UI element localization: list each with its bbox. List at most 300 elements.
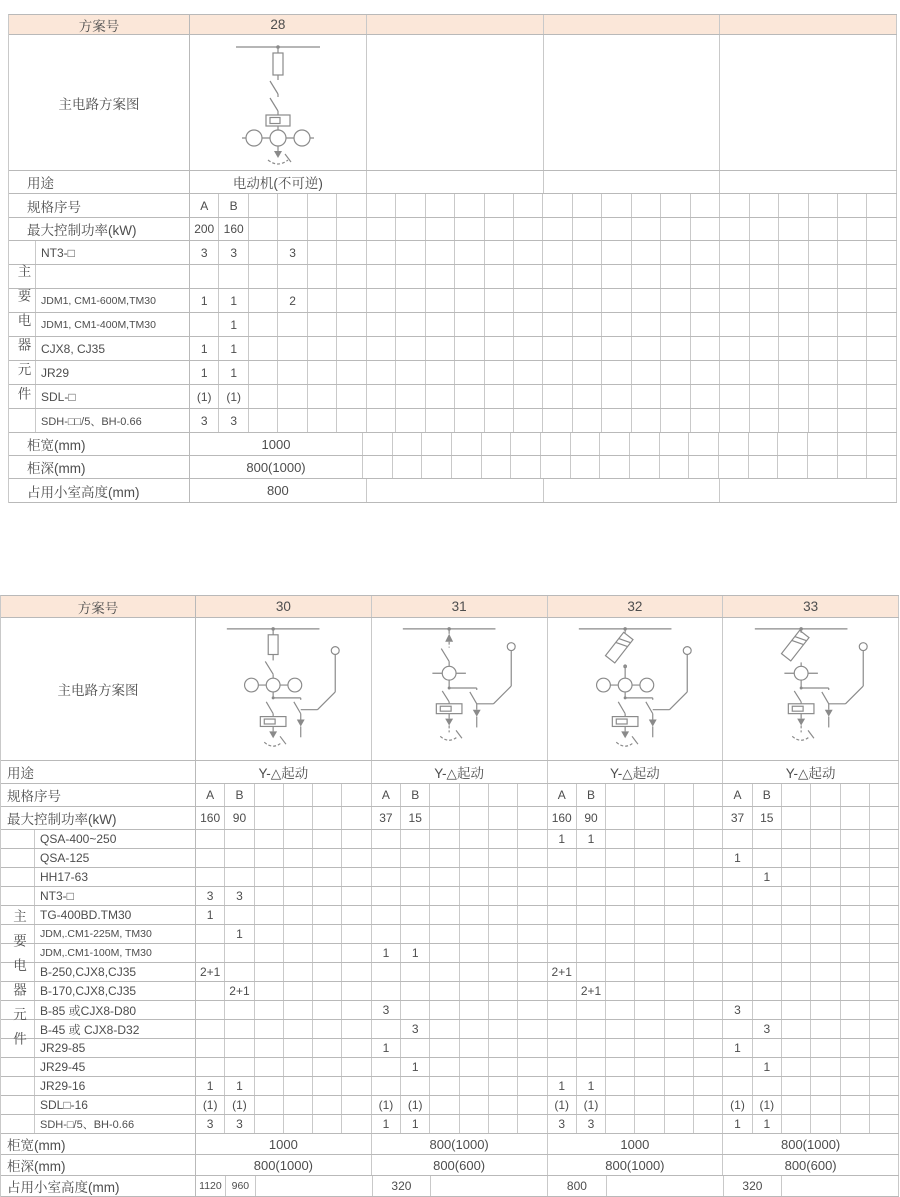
grid-cell xyxy=(665,868,694,886)
grid-cell xyxy=(723,963,752,981)
cabinet-width-row xyxy=(1,1134,899,1155)
grid-cell xyxy=(518,944,547,962)
grid-cell xyxy=(485,337,514,360)
grid-cell xyxy=(367,337,396,360)
grid-cell xyxy=(455,313,484,336)
grid-cell xyxy=(278,313,307,336)
grid-cell xyxy=(548,1020,577,1038)
grid-cell xyxy=(426,409,455,432)
component-values xyxy=(196,868,899,886)
grid-cell xyxy=(606,982,635,1000)
grid-cell xyxy=(342,906,371,924)
grid-cell xyxy=(694,830,723,848)
grid-cell xyxy=(665,944,694,962)
grid-cell xyxy=(342,1039,371,1057)
grid-cell: 1 xyxy=(196,1077,225,1095)
component-values xyxy=(190,409,897,432)
grid-cell xyxy=(543,385,572,408)
grid-cell xyxy=(782,906,811,924)
grid-cell: 2+1 xyxy=(577,982,606,1000)
grid-cell xyxy=(577,906,606,924)
component-name xyxy=(36,265,190,288)
scheme-header-row xyxy=(1,596,899,618)
grid-cell: 1 xyxy=(219,313,248,336)
grid-cell xyxy=(308,218,337,240)
component-values xyxy=(190,337,897,360)
grid-cell xyxy=(367,194,396,217)
grid-cell xyxy=(255,868,284,886)
grid-cell xyxy=(635,1039,664,1057)
grid-cell xyxy=(455,265,484,288)
grid-cell xyxy=(284,925,313,943)
grid-cell xyxy=(660,456,690,478)
grid-cell xyxy=(606,1077,635,1095)
component-name: JR29-16 xyxy=(35,1077,196,1095)
grid-cell: 3 xyxy=(225,1115,254,1133)
grid-cell: 1 xyxy=(196,906,225,924)
grid-cell: B xyxy=(225,784,254,806)
grid-cell xyxy=(548,906,577,924)
grid-cell xyxy=(342,830,371,848)
grid-cell xyxy=(665,784,694,806)
circuit-diagram-31 xyxy=(372,618,548,760)
grid-cell xyxy=(867,218,896,240)
grid-cell xyxy=(809,265,838,288)
grid-cell xyxy=(841,1077,870,1095)
grid-cell xyxy=(255,906,284,924)
grid-cell: 3 xyxy=(278,241,307,264)
grid-cell xyxy=(489,887,518,905)
component-row xyxy=(1,1077,899,1096)
grid-cell: 3 xyxy=(753,1020,782,1038)
grid-cell xyxy=(460,906,489,924)
grid-cell xyxy=(779,313,808,336)
grid-cell xyxy=(514,361,543,384)
grid-cell xyxy=(430,925,459,943)
grid-cell xyxy=(809,194,838,217)
grid-cell xyxy=(811,887,840,905)
grid-cell xyxy=(841,1020,870,1038)
room-height-value-30a: 1120 xyxy=(196,1176,226,1196)
grid-cell xyxy=(870,925,899,943)
power-label: 最大控制功率(kW) xyxy=(1,807,196,829)
grid-cell: 1 xyxy=(225,1077,254,1095)
grid-cell xyxy=(694,784,723,806)
grid-cell xyxy=(778,456,808,478)
grid-cell xyxy=(342,982,371,1000)
component-values xyxy=(196,963,899,981)
grid-cell xyxy=(661,385,690,408)
grid-cell xyxy=(460,784,489,806)
grid-cell xyxy=(337,313,366,336)
spec-label: 规格序号 xyxy=(1,784,196,806)
grid-cell xyxy=(870,963,899,981)
grid-cell xyxy=(838,194,867,217)
grid-cell xyxy=(284,1077,313,1095)
power-label: 最大控制功率(kW) xyxy=(9,218,190,240)
grid-cell xyxy=(779,265,808,288)
grid-cell xyxy=(606,887,635,905)
room-height-value-31: 320 xyxy=(373,1176,432,1196)
power-row xyxy=(1,807,899,830)
grid-cell xyxy=(543,361,572,384)
grid-cell xyxy=(665,1115,694,1133)
grid-cell xyxy=(867,433,897,455)
grid-cell xyxy=(632,289,661,312)
grid-cell xyxy=(867,337,896,360)
grid-cell xyxy=(225,1001,254,1019)
grid-cell xyxy=(342,1115,371,1133)
grid-cell: 2+1 xyxy=(548,963,577,981)
grid-cell xyxy=(694,1020,723,1038)
grid-cell xyxy=(396,218,425,240)
grid-cell xyxy=(430,906,459,924)
usage-label: 用途 xyxy=(9,171,190,193)
component-row xyxy=(1,830,899,849)
grid-cell xyxy=(577,1020,606,1038)
grid-cell xyxy=(190,313,219,336)
grid-cell xyxy=(372,1077,401,1095)
grid-cell xyxy=(284,1039,313,1057)
component-name: JDM1, CM1-600M,TM30 xyxy=(36,289,190,312)
diagram-empty xyxy=(720,35,897,170)
grid-cell xyxy=(577,963,606,981)
grid-cell xyxy=(782,807,811,829)
grid-cell xyxy=(255,830,284,848)
grid-cell xyxy=(811,925,840,943)
grid-cell xyxy=(284,1058,313,1076)
grid-cell xyxy=(661,241,690,264)
grid-cell xyxy=(430,868,459,886)
grid-cell xyxy=(225,1020,254,1038)
grid-cell xyxy=(489,1001,518,1019)
grid-cell xyxy=(750,289,779,312)
grid-cell xyxy=(460,868,489,886)
grid-cell xyxy=(573,218,602,240)
grid-cell xyxy=(460,1058,489,1076)
grid-cell xyxy=(750,337,779,360)
grid-cell xyxy=(661,313,690,336)
grid-cell xyxy=(809,289,838,312)
grid-cell xyxy=(661,265,690,288)
component-name: SDH-□□/5、BH-0.66 xyxy=(36,409,190,432)
usage-value-31: Y-△起动 xyxy=(372,761,548,783)
grid-cell xyxy=(573,409,602,432)
spec-row xyxy=(1,784,899,807)
grid-cell xyxy=(548,944,577,962)
grid-cell xyxy=(313,868,342,886)
grid-cell xyxy=(838,433,868,455)
grid-cell xyxy=(196,1039,225,1057)
grid-cell xyxy=(249,289,278,312)
grid-cell xyxy=(577,925,606,943)
grid-cell xyxy=(841,1039,870,1057)
grid-cell xyxy=(691,265,720,288)
grid-cell xyxy=(809,313,838,336)
room-height-empty xyxy=(431,1176,548,1196)
grid-cell xyxy=(635,849,664,867)
grid-cell xyxy=(342,1058,371,1076)
grid-cell xyxy=(426,361,455,384)
grid-cell xyxy=(779,361,808,384)
grid-cell xyxy=(396,361,425,384)
usage-value-30: Y-△起动 xyxy=(196,761,372,783)
usage-value-28: 电动机(不可逆) xyxy=(190,171,367,193)
circuit-diagram-32 xyxy=(548,618,724,760)
grid-cell xyxy=(838,313,867,336)
room-height-empty xyxy=(720,479,897,502)
grid-cell: B xyxy=(753,784,782,806)
usage-value-33: Y-△起动 xyxy=(723,761,899,783)
room-height-label: 占用小室高度(mm) xyxy=(9,479,190,502)
grid-cell xyxy=(782,963,811,981)
grid-cell xyxy=(632,218,661,240)
grid-cell xyxy=(489,982,518,1000)
grid-cell xyxy=(661,409,690,432)
component-values xyxy=(196,1039,899,1057)
grid-cell: 3 xyxy=(196,1115,225,1133)
grid-cell xyxy=(455,361,484,384)
grid-cell xyxy=(841,807,870,829)
grid-cell xyxy=(249,313,278,336)
grid-cell xyxy=(548,887,577,905)
room-height-value-30b: 960 xyxy=(226,1176,256,1196)
cabinet-depth-value-30: 800(1000) xyxy=(196,1155,372,1175)
grid-cell xyxy=(255,887,284,905)
component-row xyxy=(1,1039,899,1058)
cabinet-width-label: 柜宽(mm) xyxy=(1,1134,196,1154)
grid-cell xyxy=(426,289,455,312)
grid-cell: 1 xyxy=(577,1077,606,1095)
grid-cell: (1) xyxy=(723,1096,752,1114)
grid-cell: 1 xyxy=(219,337,248,360)
grid-cell xyxy=(841,906,870,924)
grid-cell xyxy=(720,385,749,408)
grid-cell xyxy=(635,963,664,981)
grid-cell xyxy=(284,1096,313,1114)
grid-cell xyxy=(694,925,723,943)
room-height-empty xyxy=(367,479,544,502)
grid-cell: 1 xyxy=(372,1039,401,1057)
grid-cell xyxy=(602,265,631,288)
grid-cell xyxy=(313,1020,342,1038)
grid-cell xyxy=(808,433,838,455)
cabinet-width-value-33: 800(1000) xyxy=(723,1134,899,1154)
grid-cell xyxy=(313,1077,342,1095)
cabinet-depth-value-33: 800(600) xyxy=(723,1155,899,1175)
grid-cell xyxy=(313,1058,342,1076)
grid-cell xyxy=(284,944,313,962)
grid-cell: 3 xyxy=(548,1115,577,1133)
component-name: SDH-□/5、BH-0.66 xyxy=(35,1115,196,1133)
grid-cell xyxy=(841,1096,870,1114)
grid-cell xyxy=(811,807,840,829)
grid-cell xyxy=(396,241,425,264)
grid-cell xyxy=(689,433,719,455)
grid-cell: 1 xyxy=(723,1039,752,1057)
component-row xyxy=(1,849,899,868)
grid-cell xyxy=(577,1039,606,1057)
cabinet-depth-label: 柜深(mm) xyxy=(1,1155,196,1175)
component-name: NT3-□ xyxy=(35,887,196,905)
grid-cell: (1) xyxy=(372,1096,401,1114)
grid-cell xyxy=(548,868,577,886)
grid-cell xyxy=(430,1020,459,1038)
grid-cell: B xyxy=(401,784,430,806)
grid-cell xyxy=(867,289,896,312)
grid-cell xyxy=(602,409,631,432)
component-row xyxy=(1,1115,899,1134)
grid-cell xyxy=(694,1077,723,1095)
grid-cell xyxy=(870,982,899,1000)
grid-cell xyxy=(753,944,782,962)
grid-cell xyxy=(284,849,313,867)
grid-cell xyxy=(518,1115,547,1133)
grid-cell xyxy=(811,830,840,848)
grid-cell xyxy=(632,361,661,384)
component-row xyxy=(9,313,897,337)
grid-cell xyxy=(426,313,455,336)
grid-cell xyxy=(694,982,723,1000)
component-row xyxy=(1,1058,899,1077)
grid-cell xyxy=(838,361,867,384)
grid-cell xyxy=(308,361,337,384)
scheme-id-31: 31 xyxy=(372,596,548,617)
power-row xyxy=(9,218,897,241)
grid-cell xyxy=(225,849,254,867)
grid-cell xyxy=(518,963,547,981)
scheme-table-28 xyxy=(8,14,897,503)
grid-cell xyxy=(723,982,752,1000)
grid-cell xyxy=(753,887,782,905)
cabinet-depth-value-32: 800(1000) xyxy=(548,1155,724,1175)
component-values xyxy=(196,982,899,1000)
grid-cell xyxy=(691,361,720,384)
grid-cell xyxy=(811,784,840,806)
component-row xyxy=(9,337,897,361)
grid-cell xyxy=(485,218,514,240)
grid-cell: 3 xyxy=(401,1020,430,1038)
grid-cell xyxy=(811,944,840,962)
grid-cell xyxy=(867,265,896,288)
grid-cell xyxy=(870,1115,899,1133)
grid-cell xyxy=(838,337,867,360)
scheme-id-30: 30 xyxy=(196,596,372,617)
grid-cell xyxy=(284,1001,313,1019)
grid-cell xyxy=(430,807,459,829)
component-row xyxy=(9,361,897,385)
grid-cell xyxy=(867,313,896,336)
grid-cell xyxy=(543,265,572,288)
grid-cell xyxy=(661,194,690,217)
grid-cell xyxy=(460,830,489,848)
component-name: JR29 xyxy=(36,361,190,384)
grid-cell xyxy=(571,456,601,478)
grid-cell: 3 xyxy=(577,1115,606,1133)
grid-cell xyxy=(573,194,602,217)
grid-cell xyxy=(694,868,723,886)
grid-cell xyxy=(750,361,779,384)
grid-cell xyxy=(606,868,635,886)
power-grid xyxy=(196,807,899,829)
grid-cell: 3 xyxy=(190,241,219,264)
component-name: SDL□-16 xyxy=(35,1096,196,1114)
grid-cell xyxy=(337,241,366,264)
grid-cell xyxy=(455,241,484,264)
grid-cell xyxy=(337,385,366,408)
grid-cell: 1 xyxy=(723,849,752,867)
grid-cell xyxy=(196,1001,225,1019)
grid-cell xyxy=(430,1096,459,1114)
grid-cell xyxy=(809,385,838,408)
grid-cell xyxy=(838,289,867,312)
grid-cell xyxy=(401,906,430,924)
grid-cell xyxy=(602,289,631,312)
grid-cell xyxy=(750,265,779,288)
grid-cell xyxy=(635,925,664,943)
grid-cell xyxy=(255,849,284,867)
component-row xyxy=(1,868,899,887)
component-values xyxy=(190,361,897,384)
component-name: B-85 或CJX8-D80 xyxy=(35,1001,196,1019)
grid-cell xyxy=(541,433,571,455)
grid-cell xyxy=(313,1001,342,1019)
grid-cell xyxy=(308,194,337,217)
grid-cell xyxy=(196,849,225,867)
grid-cell xyxy=(313,1096,342,1114)
room-height-value: 800 xyxy=(190,479,367,502)
grid-cell xyxy=(514,385,543,408)
grid-cell xyxy=(489,1020,518,1038)
component-values xyxy=(196,1077,899,1095)
grid-cell xyxy=(548,1058,577,1076)
grid-cell xyxy=(313,1039,342,1057)
grid-cell xyxy=(455,409,484,432)
component-values xyxy=(196,944,899,962)
grid-cell xyxy=(342,784,371,806)
grid-cell xyxy=(342,1001,371,1019)
grid-cell xyxy=(482,433,512,455)
grid-cell xyxy=(809,241,838,264)
grid-cell xyxy=(460,944,489,962)
grid-cell xyxy=(372,868,401,886)
scheme-header-label: 方案号 xyxy=(1,596,196,617)
grid-cell: 37 xyxy=(723,807,752,829)
grid-cell xyxy=(870,1001,899,1019)
grid-cell xyxy=(278,194,307,217)
component-row xyxy=(9,241,897,265)
grid-cell xyxy=(337,409,366,432)
grid-cell xyxy=(870,887,899,905)
grid-cell xyxy=(489,963,518,981)
grid-cell xyxy=(870,944,899,962)
grid-cell xyxy=(606,925,635,943)
grid-cell: (1) xyxy=(753,1096,782,1114)
scheme-table-30-33 xyxy=(0,595,899,1197)
grid-cell xyxy=(841,925,870,943)
usage-empty xyxy=(367,171,544,193)
grid-cell xyxy=(606,1001,635,1019)
grid-cell xyxy=(255,925,284,943)
grid-cell xyxy=(630,456,660,478)
grid-cell xyxy=(720,313,749,336)
grid-cell xyxy=(782,784,811,806)
grid-cell xyxy=(841,830,870,848)
grid-cell xyxy=(518,1077,547,1095)
cabinet-depth-grid xyxy=(190,456,897,478)
grid-cell xyxy=(485,241,514,264)
cabinet-depth-value: 800(1000) xyxy=(190,456,363,478)
